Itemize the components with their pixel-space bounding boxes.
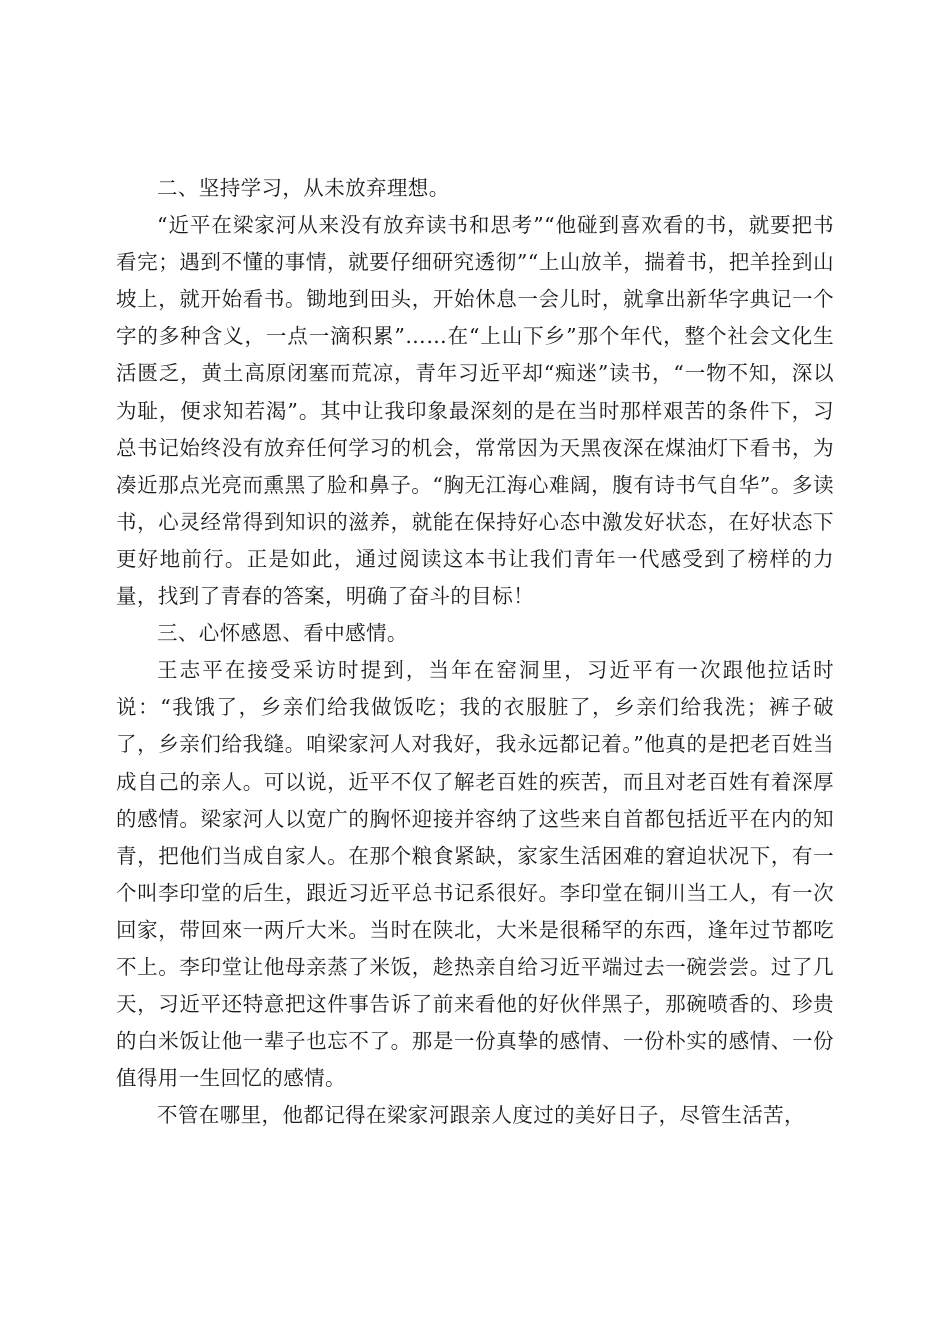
paragraph: “近平在梁家河从来没有放弃读书和思考”“他碰到喜欢看的书，就要把书看完；遇到不懂的事情，就要仔细研究透彻”“上山放羊，揣着书，把羊拴到山坡上，就开始看书。锄地到田头，开始休息一会儿时，就拿出新华字典记一个字的多种含义，一点一滴积累”……在“上山下乡”那个年代，整个社会文化生活匮乏，黄土高原闭塞而荒凉，青年习近平却“痴迷”读书，“一物不知，深以为耻，便求知若渴”。其中让我印象最深刻的是在当时那样艰苦的条件下，习总书记始终没有放弃任何学习的机会，常常因为天黑夜深在煤油灯下看书，为凑近那点光亮而熏黑了脸和鼻子。“胸无江海心难阔，腹有诗书气自华”。多读书，心灵经常得到知识的滋养，就能在保持好心态中激发好状态，在好状态下更好地前行。正是如此，通过阅读这本书让我们青年一代感受到了榜样的力量，找到了青春的答案，明确了奋斗的目标！ bbox=[116, 213, 834, 609]
paragraph: 不管在哪里，他都记得在梁家河跟亲人度过的美好日子，尽管生活苦， bbox=[157, 1103, 805, 1128]
paragraph: 王志平在接受采访时提到，当年在窑洞里，习近平有一次跟他拉话时说：“我饿了，乡亲们给我做饭吃；我的衣服脏了，乡亲们给我洗；裤子破了，乡亲们给我缝。咱梁家河人对我好，我永远都记着。”他真的是把老百姓当成自己的亲人。可以说，近平不仅了解老百姓的疾苦，而且对老百姓有着深厚的感情。梁家河人以宽广的胸怀迎接并容纳了这些来自首都包括近平在内的知青，把他们当成自家人。在那个粮食紧缺，家家生活困难的窘迫状况下，有一个叫李印堂的后生，跟近习近平总书记系很好。李印堂在铜川当工人，有一次回家，带回來一两斤大米。当时在陕北，大米是很稀罕的东西，逢年过节都吃不上。李印堂让他母亲蒸了米饭，趁热亲自给习近平端过去一碗尝尝。过了几天，习近平还特意把这件事告诉了前来看他的好伙伴黑子，那碗喷香的、珍贵的白米饭让他一辈子也忘不了。那是一份真挚的感情、一份朴实的感情、一份值得用一生回忆的感情。 bbox=[116, 658, 834, 1091]
section-heading-3: 三、心怀感恩、看中感情。 bbox=[157, 621, 408, 646]
section-heading-2: 二、坚持学习，从未放弃理想。 bbox=[157, 176, 450, 200]
document-body bbox=[116, 170, 834, 1134]
